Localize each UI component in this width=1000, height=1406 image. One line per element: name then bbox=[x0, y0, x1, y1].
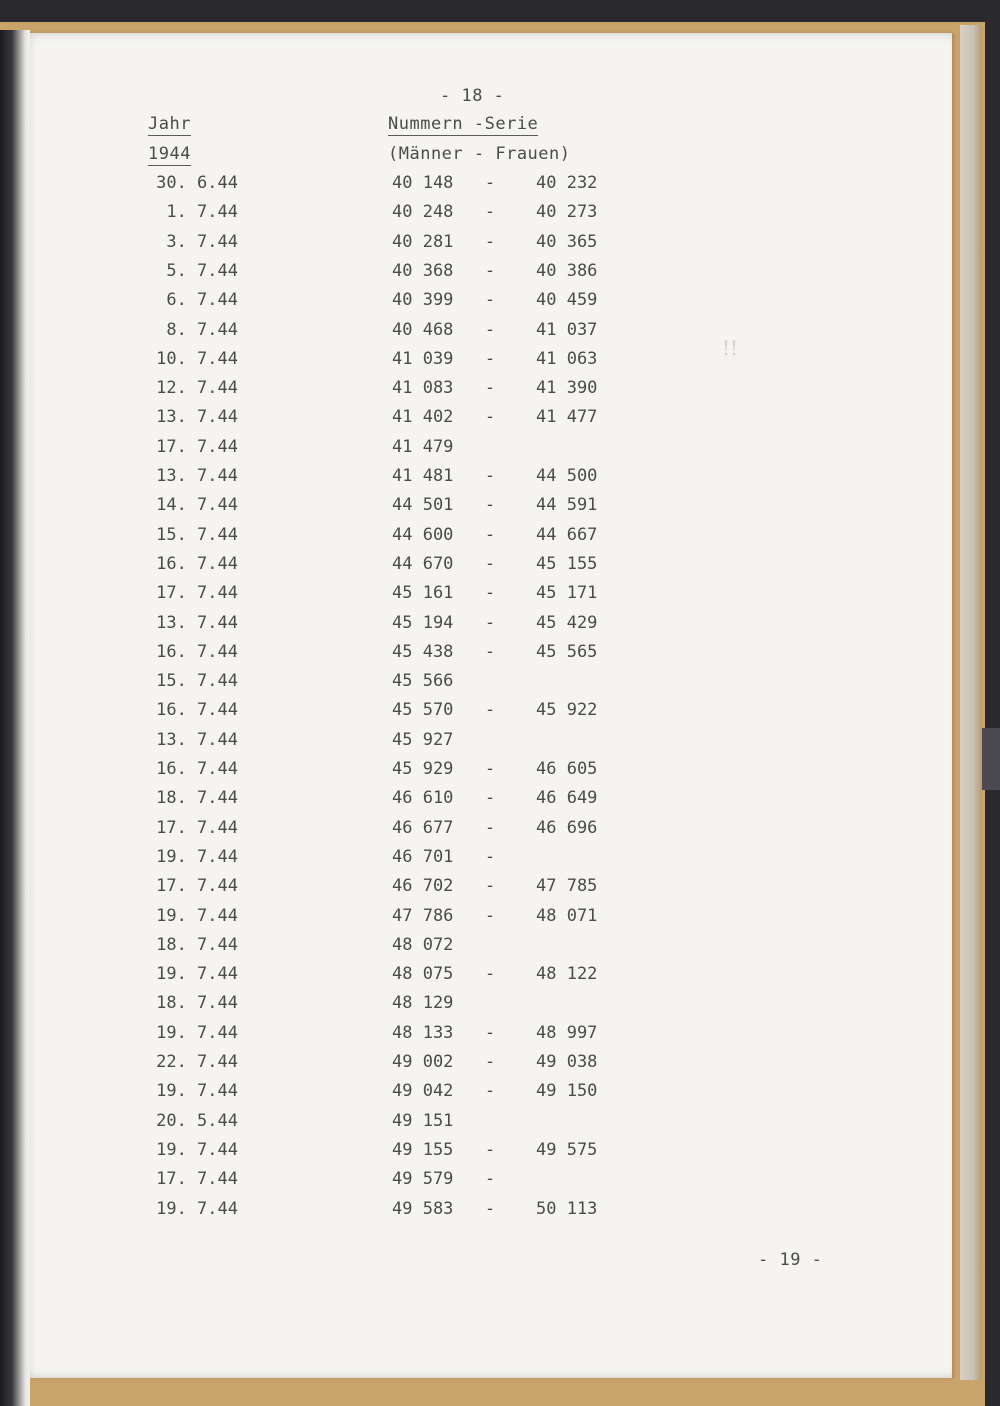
row-date: 6. 7.44 bbox=[166, 290, 238, 310]
row-number-from: 49 002 bbox=[392, 1052, 454, 1072]
row-number-from: 46 677 bbox=[392, 818, 454, 838]
row-number-to: 44 667 bbox=[536, 525, 598, 545]
row-separator: - bbox=[484, 964, 496, 984]
row-date: 14. 7.44 bbox=[156, 495, 238, 515]
row-separator: - bbox=[484, 906, 496, 926]
page-stack-edge bbox=[960, 25, 982, 1380]
row-number-to: 41 037 bbox=[536, 320, 598, 340]
row-date: 10. 7.44 bbox=[156, 349, 238, 369]
row-date: 13. 7.44 bbox=[156, 730, 238, 750]
row-date: 12. 7.44 bbox=[156, 378, 238, 398]
row-number-from: 40 148 bbox=[392, 173, 454, 193]
row-date: 15. 7.44 bbox=[156, 671, 238, 691]
column-header-series: Nummern -Serie bbox=[388, 114, 539, 134]
column-subheader-year: 1944 bbox=[148, 144, 191, 164]
row-separator: - bbox=[484, 1140, 496, 1160]
page-number-top: - 18 - bbox=[440, 86, 505, 106]
row-separator: - bbox=[484, 466, 496, 486]
row-date: 19. 7.44 bbox=[156, 847, 238, 867]
row-separator: - bbox=[484, 232, 496, 252]
row-separator: - bbox=[484, 788, 496, 808]
row-number-to: 49 038 bbox=[536, 1052, 598, 1072]
row-date: 19. 7.44 bbox=[156, 1081, 238, 1101]
row-number-to: 45 155 bbox=[536, 554, 598, 574]
row-number-to: 40 232 bbox=[536, 173, 598, 193]
row-number-from: 41 039 bbox=[392, 349, 454, 369]
row-date: 8. 7.44 bbox=[166, 320, 238, 340]
row-number-from: 44 501 bbox=[392, 495, 454, 515]
row-separator: - bbox=[484, 525, 496, 545]
row-number-from: 41 083 bbox=[392, 378, 454, 398]
row-separator: - bbox=[484, 642, 496, 662]
row-number-from: 45 570 bbox=[392, 700, 454, 720]
row-number-to: 50 113 bbox=[536, 1199, 598, 1219]
row-date: 13. 7.44 bbox=[156, 407, 238, 427]
row-number-to: 46 649 bbox=[536, 788, 598, 808]
row-number-to: 49 575 bbox=[536, 1140, 598, 1160]
row-number-from: 45 438 bbox=[392, 642, 454, 662]
row-number-from: 48 075 bbox=[392, 964, 454, 984]
row-date: 17. 7.44 bbox=[156, 1169, 238, 1189]
row-date: 18. 7.44 bbox=[156, 993, 238, 1013]
row-date: 13. 7.44 bbox=[156, 466, 238, 486]
row-separator: - bbox=[484, 700, 496, 720]
row-number-to: 48 997 bbox=[536, 1023, 598, 1043]
column-header-year: Jahr bbox=[148, 114, 191, 134]
row-separator: - bbox=[484, 378, 496, 398]
row-number-from: 45 161 bbox=[392, 583, 454, 603]
row-number-from: 47 786 bbox=[392, 906, 454, 926]
row-number-to: 46 605 bbox=[536, 759, 598, 779]
row-number-from: 40 468 bbox=[392, 320, 454, 340]
column-subheader-series: (Männer - Frauen) bbox=[388, 144, 571, 164]
row-number-from: 45 566 bbox=[392, 671, 454, 691]
binding-spine bbox=[0, 30, 30, 1406]
row-number-to: 49 150 bbox=[536, 1081, 598, 1101]
row-number-to: 44 591 bbox=[536, 495, 598, 515]
row-number-from: 49 579 bbox=[392, 1169, 454, 1189]
row-date: 19. 7.44 bbox=[156, 906, 238, 926]
row-separator: - bbox=[484, 1052, 496, 1072]
row-separator: - bbox=[484, 759, 496, 779]
row-number-from: 46 610 bbox=[392, 788, 454, 808]
row-separator: - bbox=[484, 876, 496, 896]
page-number-bottom: - 19 - bbox=[758, 1250, 823, 1270]
row-date: 30. 6.44 bbox=[156, 173, 238, 193]
row-number-from: 40 281 bbox=[392, 232, 454, 252]
row-number-to: 40 459 bbox=[536, 290, 598, 310]
row-number-to: 44 500 bbox=[536, 466, 598, 486]
row-separator: - bbox=[484, 407, 496, 427]
row-number-from: 45 929 bbox=[392, 759, 454, 779]
row-separator: - bbox=[484, 261, 496, 281]
row-number-from: 41 402 bbox=[392, 407, 454, 427]
row-separator: - bbox=[484, 583, 496, 603]
row-date: 15. 7.44 bbox=[156, 525, 238, 545]
row-date: 17. 7.44 bbox=[156, 876, 238, 896]
row-number-from: 46 702 bbox=[392, 876, 454, 896]
row-number-to: 45 171 bbox=[536, 583, 598, 603]
row-number-to: 45 429 bbox=[536, 613, 598, 633]
row-separator: - bbox=[484, 495, 496, 515]
row-number-to: 41 390 bbox=[536, 378, 598, 398]
row-number-from: 40 248 bbox=[392, 202, 454, 222]
row-date: 19. 7.44 bbox=[156, 1140, 238, 1160]
row-number-to: 46 696 bbox=[536, 818, 598, 838]
row-date: 16. 7.44 bbox=[156, 759, 238, 779]
row-number-to: 40 273 bbox=[536, 202, 598, 222]
pencil-mark: !! bbox=[722, 336, 739, 360]
row-date: 19. 7.44 bbox=[156, 964, 238, 984]
row-number-from: 40 368 bbox=[392, 261, 454, 281]
row-separator: - bbox=[484, 1023, 496, 1043]
row-date: 17. 7.44 bbox=[156, 818, 238, 838]
row-date: 13. 7.44 bbox=[156, 613, 238, 633]
row-number-to: 48 071 bbox=[536, 906, 598, 926]
row-number-from: 48 133 bbox=[392, 1023, 454, 1043]
row-separator: - bbox=[484, 554, 496, 574]
row-date: 19. 7.44 bbox=[156, 1199, 238, 1219]
row-number-from: 49 155 bbox=[392, 1140, 454, 1160]
row-number-to: 48 122 bbox=[536, 964, 598, 984]
row-number-to: 40 386 bbox=[536, 261, 598, 281]
row-date: 18. 7.44 bbox=[156, 788, 238, 808]
row-date: 22. 7.44 bbox=[156, 1052, 238, 1072]
row-separator: - bbox=[484, 613, 496, 633]
row-separator: - bbox=[484, 818, 496, 838]
row-number-from: 40 399 bbox=[392, 290, 454, 310]
row-date: 16. 7.44 bbox=[156, 700, 238, 720]
row-date: 1. 7.44 bbox=[166, 202, 238, 222]
row-separator: - bbox=[484, 320, 496, 340]
row-number-to: 40 365 bbox=[536, 232, 598, 252]
row-separator: - bbox=[484, 1199, 496, 1219]
row-number-from: 41 481 bbox=[392, 466, 454, 486]
row-separator: - bbox=[484, 847, 496, 867]
row-number-from: 48 129 bbox=[392, 993, 454, 1013]
row-separator: - bbox=[484, 349, 496, 369]
row-date: 3. 7.44 bbox=[166, 232, 238, 252]
row-separator: - bbox=[484, 202, 496, 222]
row-date: 16. 7.44 bbox=[156, 642, 238, 662]
row-number-to: 47 785 bbox=[536, 876, 598, 896]
row-date: 18. 7.44 bbox=[156, 935, 238, 955]
row-separator: - bbox=[484, 1169, 496, 1189]
row-number-to: 45 565 bbox=[536, 642, 598, 662]
row-number-from: 49 151 bbox=[392, 1111, 454, 1131]
row-separator: - bbox=[484, 1081, 496, 1101]
row-number-from: 45 927 bbox=[392, 730, 454, 750]
row-number-from: 49 042 bbox=[392, 1081, 454, 1101]
row-number-from: 45 194 bbox=[392, 613, 454, 633]
row-number-from: 44 670 bbox=[392, 554, 454, 574]
row-date: 19. 7.44 bbox=[156, 1023, 238, 1043]
row-date: 17. 7.44 bbox=[156, 437, 238, 457]
row-separator: - bbox=[484, 173, 496, 193]
row-number-to: 41 063 bbox=[536, 349, 598, 369]
row-number-to: 41 477 bbox=[536, 407, 598, 427]
row-number-from: 46 701 bbox=[392, 847, 454, 867]
row-date: 17. 7.44 bbox=[156, 583, 238, 603]
row-separator: - bbox=[484, 290, 496, 310]
row-number-to: 45 922 bbox=[536, 700, 598, 720]
row-number-from: 44 600 bbox=[392, 525, 454, 545]
row-date: 20. 5.44 bbox=[156, 1111, 238, 1131]
side-clip bbox=[982, 728, 1000, 790]
row-date: 16. 7.44 bbox=[156, 554, 238, 574]
row-date: 5. 7.44 bbox=[166, 261, 238, 281]
row-number-from: 49 583 bbox=[392, 1199, 454, 1219]
row-number-from: 41 479 bbox=[392, 437, 454, 457]
row-number-from: 48 072 bbox=[392, 935, 454, 955]
